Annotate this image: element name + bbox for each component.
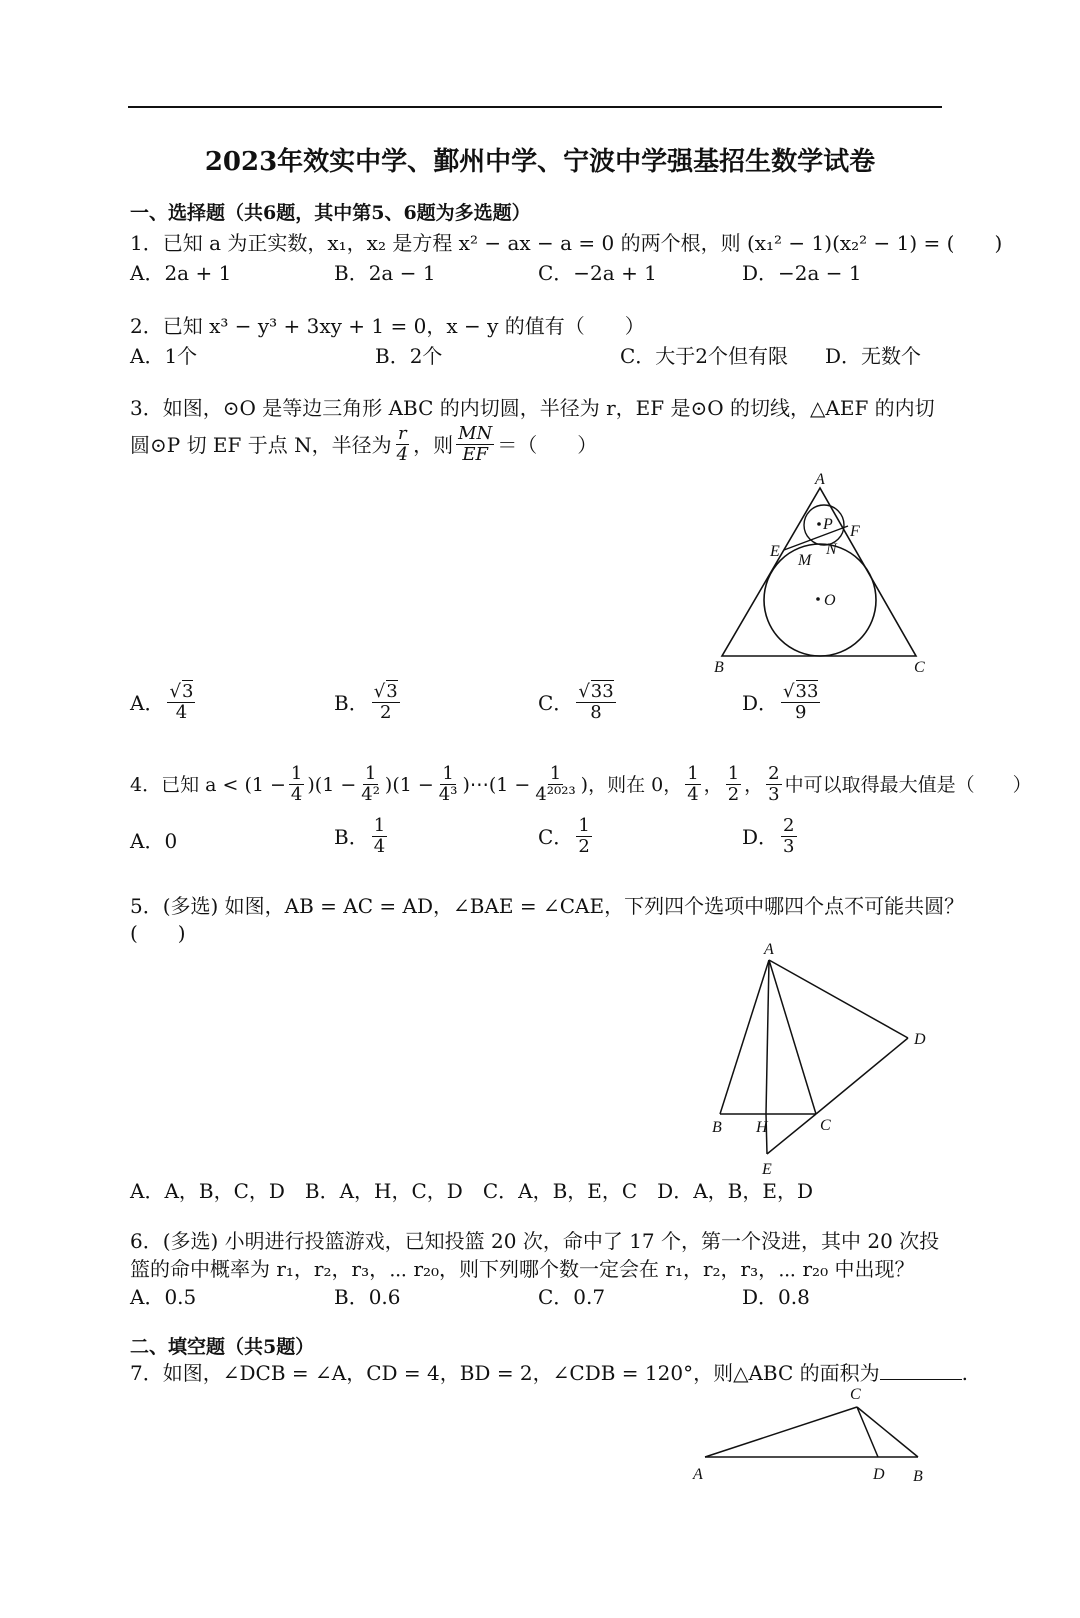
- top-rule: [128, 106, 942, 108]
- label-c: C: [820, 1117, 831, 1134]
- q3-option-c-num: 33: [590, 681, 614, 702]
- label-f: F: [850, 523, 860, 540]
- q3-option-d-num: 33: [795, 681, 819, 702]
- q4-f3: $\frac{1}{\text{4³}}$: [438, 763, 458, 805]
- triangle-abc: [722, 488, 916, 656]
- q3-r-den: 4: [396, 444, 409, 465]
- q3-ef: EF: [462, 444, 488, 465]
- point-o: [816, 597, 820, 601]
- q3-option-a[interactable]: [130, 682, 198, 723]
- q3-option-b-num: 3: [386, 681, 398, 702]
- seg-cb: [857, 1407, 918, 1457]
- q6-stem-line2: 篮的命中概率为 r₁，r₂，r₃，⋯ r₂₀，则下列哪个数一定会在 r₁，r₂，r₃，⋯ r₂₀ 中出现？: [130, 1257, 915, 1281]
- seg-cd: [857, 1407, 878, 1457]
- q3-option-d-den: 9: [795, 702, 807, 723]
- q2-option-a[interactable]: A．1个: [130, 344, 198, 368]
- q4-option-a[interactable]: A．0: [130, 829, 178, 853]
- q2-option-c[interactable]: C．大于2个但有限: [620, 344, 789, 368]
- incircle-o: [764, 544, 876, 656]
- q3-option-b-label: B．: [334, 690, 369, 715]
- q3-option-d[interactable]: [742, 682, 823, 723]
- q3-option-c[interactable]: [538, 682, 619, 723]
- q4-prefix: 4．已知 a < (1 −: [130, 773, 286, 796]
- q1-stem: 1．已知 a 为正实数，x₁，x₂ 是方程 x² − ax − a = 0 的两个根，则 (x₁² − 1)(x₂² − 1) = ( ): [130, 231, 1003, 255]
- seg-ah: [766, 960, 769, 1114]
- q4-option-d-fraction: $\frac{2}{3}$: [783, 815, 795, 857]
- q7-figure: [685, 1385, 945, 1495]
- q4-suffix1: )，则在 0，: [580, 773, 683, 796]
- q3-figure: [700, 468, 950, 678]
- q6-stem-line1: 6．(多选) 小明进行投篮游戏，已知投篮 20 次，命中了 17 个，第一个没进，其中 20 次投: [130, 1229, 940, 1253]
- label-d: D: [873, 1466, 885, 1483]
- q6-option-c[interactable]: C．0.7: [538, 1285, 606, 1309]
- q3-option-c-den: 8: [590, 702, 602, 723]
- q4-option-d-label: D．: [742, 824, 779, 849]
- q4-mid1: )(1 −: [307, 773, 357, 796]
- label-o: O: [824, 592, 836, 609]
- q3-text-b: ，则: [413, 432, 454, 457]
- q7-text: 7．如图，∠DCB = ∠A，CD = 4，BD = 2，∠CDB = 120°，则△ABC 的面积为: [130, 1361, 880, 1385]
- label-a: A: [764, 941, 774, 958]
- q4-g2: $\frac{1}{2}$: [727, 763, 740, 805]
- seg-ac: [705, 1407, 857, 1457]
- label-h: H: [756, 1119, 768, 1136]
- seg-ab: [720, 960, 769, 1114]
- q2-stem: 2．已知 x³ − y³ + 3xy + 1 = 0，x − y 的值有（ ）: [130, 314, 645, 338]
- q3-option-c-fraction: $\frac{√33}{8}$: [578, 681, 614, 723]
- section-heading-fill: 二、填空题（共5题）: [130, 1336, 315, 1358]
- q3-option-c-label: C．: [538, 690, 574, 715]
- q2-option-d[interactable]: D．无数个: [825, 344, 922, 368]
- q3-stem-line1: 3．如图，⊙O 是等边三角形 ABC 的内切圆，半径为 r，EF 是⊙O 的切线，△AEF 的内切: [130, 396, 935, 420]
- seg-ce: [767, 1114, 816, 1154]
- label-a: A: [815, 471, 825, 488]
- q3-stem-line2: [130, 424, 597, 465]
- q4-g1: $\frac{1}{4}$: [687, 763, 699, 805]
- q3-option-b[interactable]: [334, 682, 403, 723]
- q3-option-a-fraction: $\frac{√3}{4}$: [169, 681, 194, 723]
- page-title: 2023年效实中学、鄞州中学、宁波中学强基招生数学试卷: [204, 147, 876, 177]
- q3-option-b-den: 2: [379, 702, 392, 723]
- label-d: D: [914, 1031, 926, 1048]
- q3-option-a-label: A．: [130, 690, 165, 715]
- q4-option-c-fraction: $\frac{1}{2}$: [578, 815, 590, 857]
- q3-mn: MN: [458, 423, 493, 444]
- label-c: C: [914, 659, 925, 676]
- q1-option-c[interactable]: C．−2a + 1: [538, 261, 657, 285]
- label-a: A: [693, 1466, 703, 1483]
- q3-option-a-den: 4: [175, 702, 188, 723]
- q3-text-a: 圆⊙P 切 EF 于点 N，半径为: [130, 432, 392, 457]
- q5-options[interactable]: A．A，B，C，D B．A，H，C，D C．A，B，E，C D．A，B，E，D: [130, 1179, 813, 1203]
- q5-stem: 5．(多选) 如图，AB = AC = AD，∠BAE = ∠CAE，下列四个选项中哪四个点不可能共圆？: [130, 894, 965, 918]
- label-m: M: [798, 552, 812, 569]
- q4-option-c-label: C．: [538, 824, 574, 849]
- q3-option-d-fraction: $\frac{√33}{9}$: [783, 681, 819, 723]
- section-heading-choice: 一、选择题（共6题，其中第5、6题为多选题）: [130, 202, 531, 224]
- q4-option-d[interactable]: [742, 816, 800, 857]
- q4-f1: $\frac{1}{4}$: [290, 763, 303, 805]
- q6-option-b[interactable]: B．0.6: [334, 1285, 401, 1309]
- q4-g3: $\frac{2}{3}$: [768, 763, 780, 805]
- q3-r-num: r: [398, 423, 407, 444]
- q4-mid2: )(1 −: [384, 773, 434, 796]
- label-c: C: [850, 1386, 861, 1403]
- q6-option-d[interactable]: D．0.8: [742, 1285, 810, 1309]
- q7-end: .: [961, 1361, 969, 1385]
- label-n: N: [826, 541, 837, 558]
- q4-suffix2: 中可以取得最大值是（ ）: [784, 773, 1032, 796]
- label-e: E: [770, 543, 780, 560]
- label-b: B: [714, 659, 724, 676]
- seg-dc: [816, 1038, 908, 1114]
- q6-option-a[interactable]: A．0.5: [130, 1285, 197, 1309]
- q4-mid3: )⋯(1 −: [462, 773, 531, 796]
- q5-answer-paren: ( ): [130, 921, 186, 945]
- label-p: P: [823, 516, 833, 533]
- q7-answer-blank[interactable]: [880, 1361, 962, 1380]
- label-b: B: [712, 1119, 722, 1136]
- q3-radius-fraction: [395, 424, 410, 465]
- q1-option-d[interactable]: D．−2a − 1: [742, 261, 862, 285]
- q2-option-b[interactable]: B．2个: [375, 344, 443, 368]
- label-b: B: [913, 1468, 923, 1485]
- q4-option-b-label: B．: [334, 824, 369, 849]
- q5-figure: [700, 940, 940, 1180]
- q1-option-a[interactable]: A．2a + 1: [130, 261, 232, 285]
- q3-option-d-label: D．: [742, 690, 779, 715]
- q4-f2: $\frac{1}{\text{4²}}$: [361, 763, 380, 805]
- q4-option-c[interactable]: [538, 816, 595, 857]
- q3-option-a-num: 3: [181, 681, 194, 702]
- q3-text-c: ＝（ ）: [497, 432, 598, 457]
- q7-stem: [130, 1360, 968, 1386]
- q4-f4: $\frac{1}{\text{4²⁰²³}}$: [535, 763, 576, 805]
- q4-stem: 4．已知 a < (1 − $\frac{1}{4}$ )(1 − $\frac{1}{\text{4²}}$ )(1 − $\frac{1}{\text{4³}}$ )⋯(1 − $\frac{1}{\text{4²⁰²³}}$ )，则在 0， $\frac{1}{4}$ ， $\frac{1}{2}$ ， $\frac{2}{3}$ 中可以取得最大值是（ ）: [130, 763, 1032, 805]
- q3-option-b-fraction: $\frac{√3}{2}$: [373, 681, 398, 723]
- q1-option-b[interactable]: B．2a − 1: [334, 261, 436, 285]
- q3-ratio-fraction: [456, 424, 494, 465]
- q4-option-b[interactable]: [334, 816, 390, 857]
- label-e: E: [762, 1161, 772, 1178]
- point-p: [817, 522, 821, 526]
- q4-option-b-fraction: $\frac{1}{4}$: [373, 815, 386, 857]
